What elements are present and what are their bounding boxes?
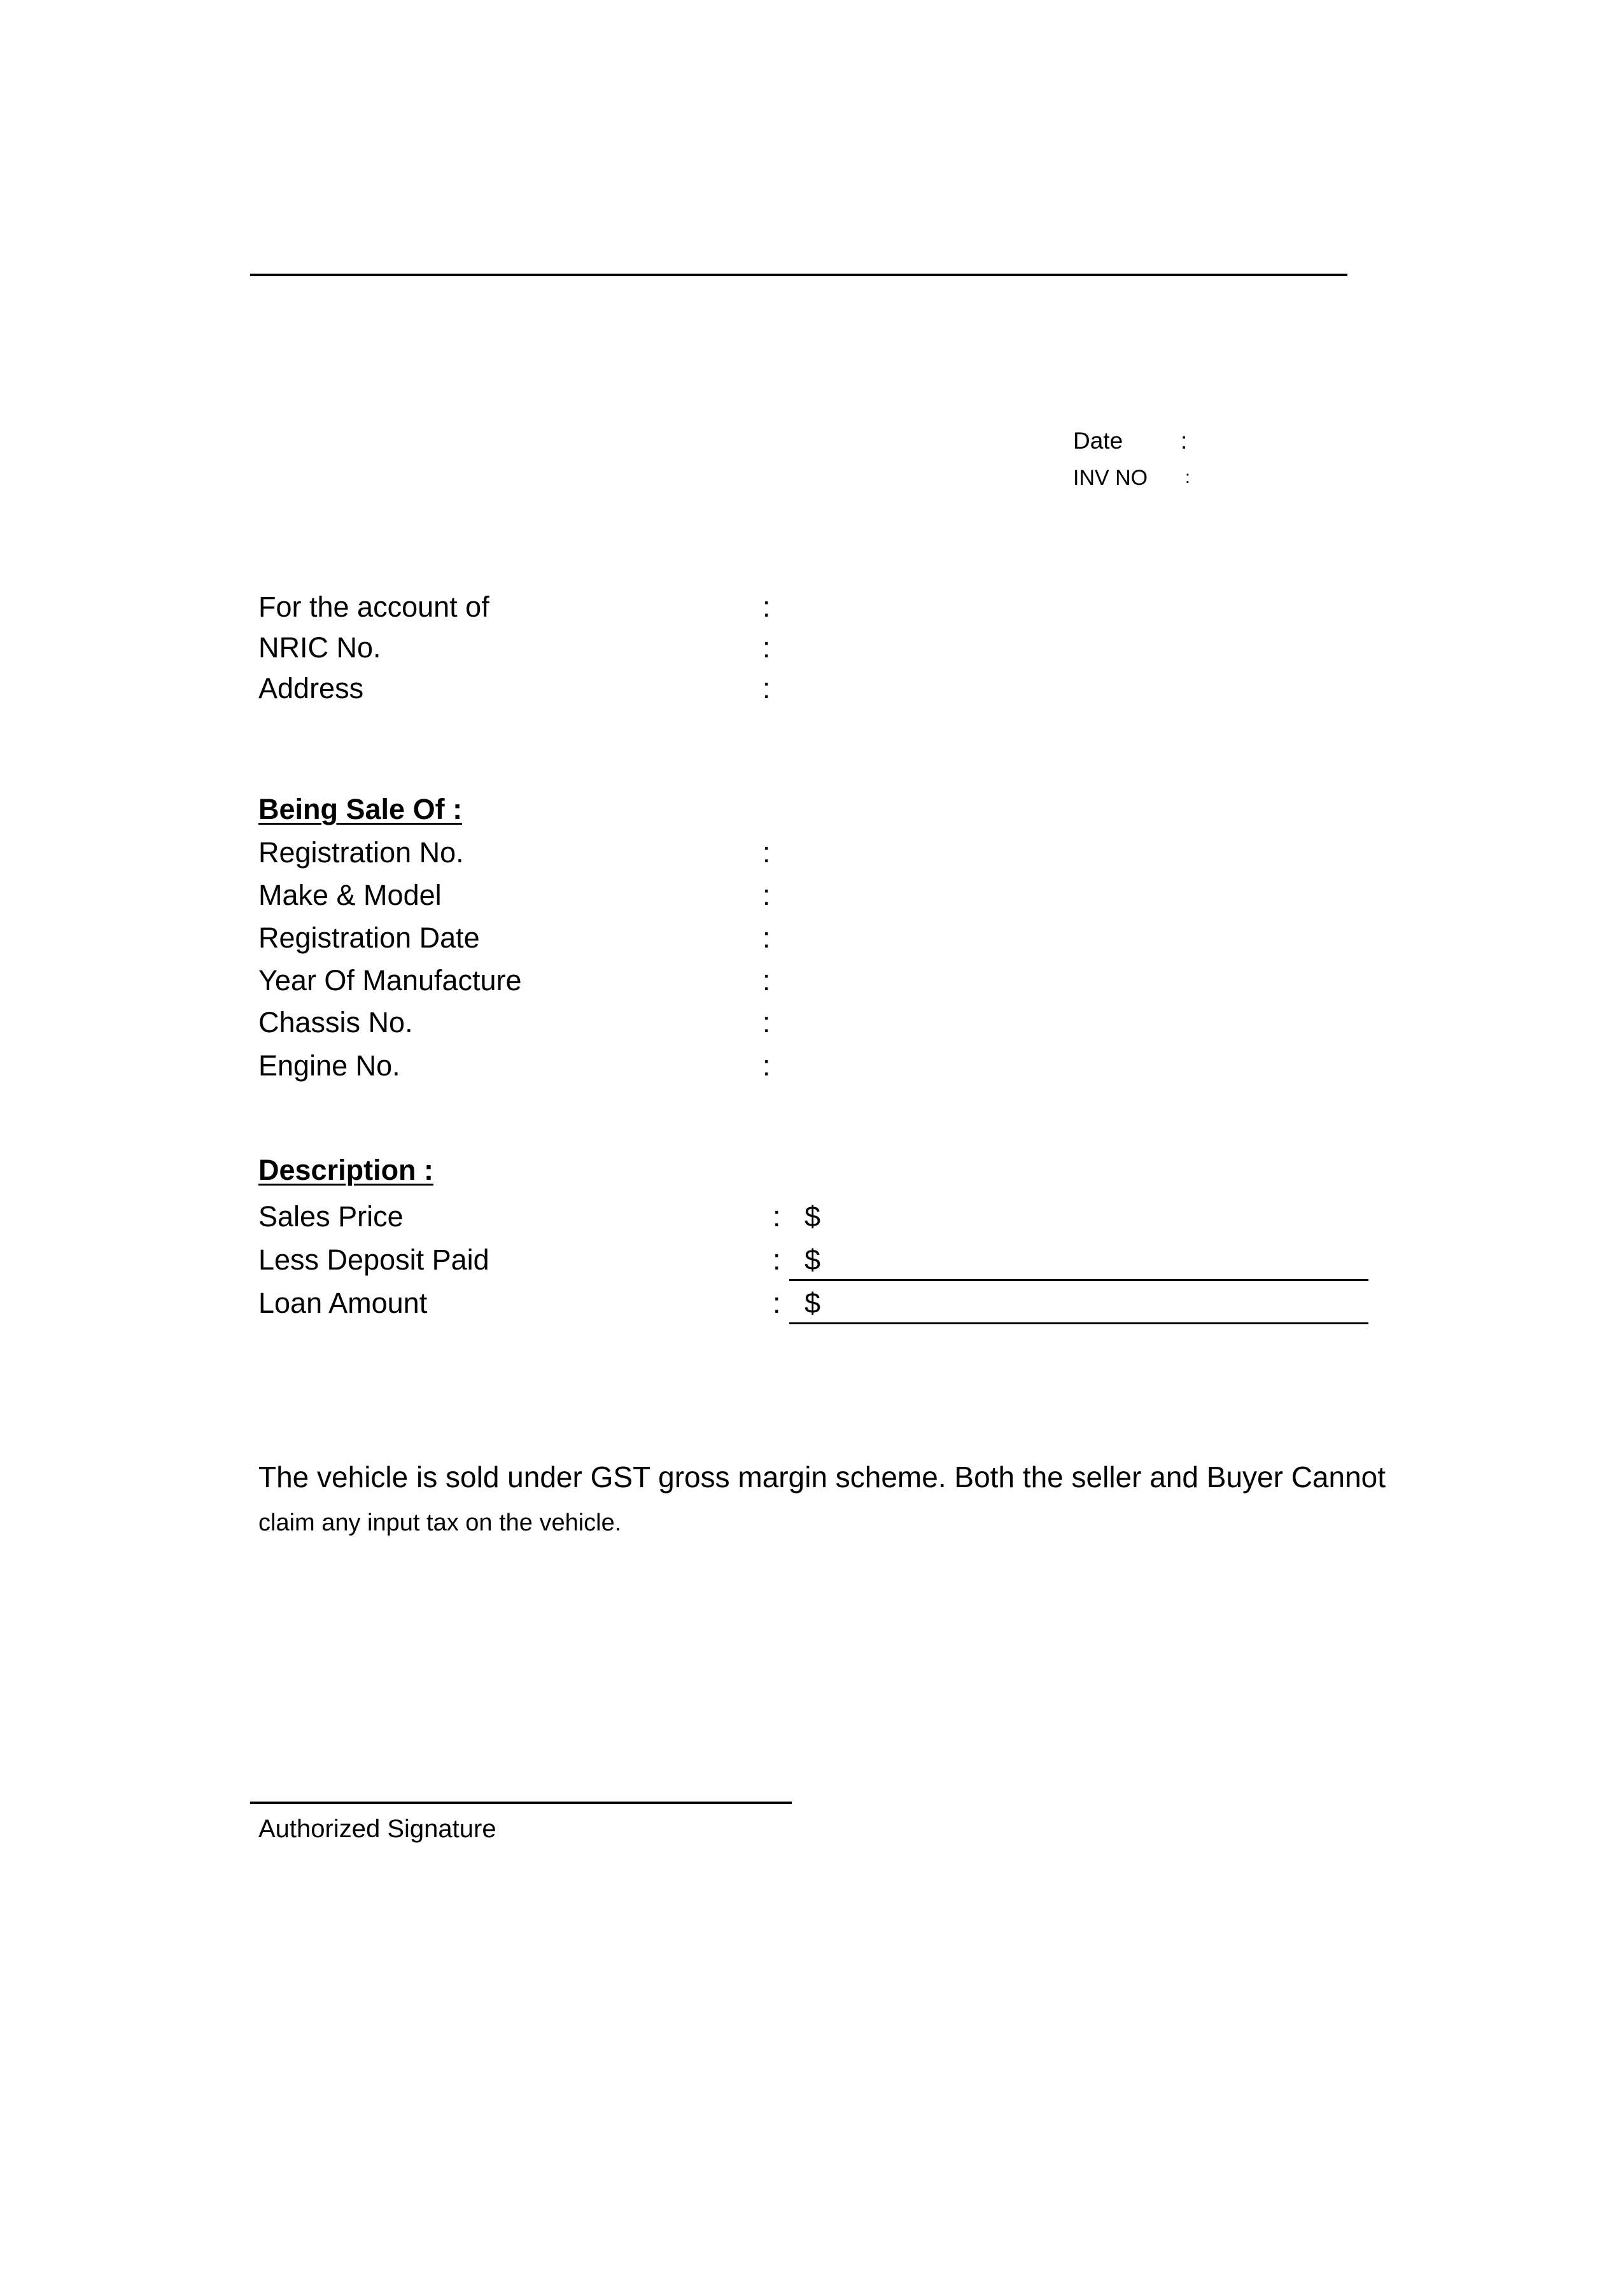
address-colon: : xyxy=(762,672,771,704)
loan-colon: : xyxy=(773,1287,781,1319)
signature-label: Authorized Signature xyxy=(258,1815,496,1843)
deposit-label: Less Deposit Paid xyxy=(258,1243,489,1276)
engine-colon: : xyxy=(762,1049,771,1082)
inv-no-label: INV NO xyxy=(1073,466,1148,490)
year-manufacture-label: Year Of Manufacture xyxy=(258,964,522,997)
deposit-amount-line xyxy=(789,1279,1368,1281)
registration-no-label: Registration No. xyxy=(258,836,464,869)
registration-date-colon: : xyxy=(762,921,771,954)
year-manufacture-colon: : xyxy=(762,964,771,997)
sale-heading: Being Sale Of : xyxy=(258,793,463,825)
make-model-colon: : xyxy=(762,879,771,911)
nric-colon: : xyxy=(762,631,771,664)
deposit-colon: : xyxy=(773,1243,781,1276)
gst-note-line2: claim any input tax on the vehicle. xyxy=(258,1509,622,1536)
date-colon: : xyxy=(1181,428,1188,454)
sales-price-label: Sales Price xyxy=(258,1200,404,1233)
loan-currency: $ xyxy=(804,1287,821,1319)
inv-no-colon: : xyxy=(1185,467,1190,487)
signature-line xyxy=(250,1802,792,1804)
chassis-label: Chassis No. xyxy=(258,1006,413,1039)
account-colon: : xyxy=(762,591,771,623)
gst-note-line1: The vehicle is sold under GST gross margin scheme. Both the seller and Buyer Cannot xyxy=(258,1460,1386,1494)
sales-price-colon: : xyxy=(773,1200,781,1233)
sales-price-currency: $ xyxy=(804,1200,821,1233)
account-label: For the account of xyxy=(258,591,489,623)
description-heading: Description : xyxy=(258,1154,434,1186)
registration-date-label: Registration Date xyxy=(258,921,480,954)
deposit-currency: $ xyxy=(804,1243,821,1276)
loan-label: Loan Amount xyxy=(258,1287,428,1319)
address-label: Address xyxy=(258,672,364,704)
nric-label: NRIC No. xyxy=(258,631,381,664)
chassis-colon: : xyxy=(762,1006,771,1039)
engine-label: Engine No. xyxy=(258,1049,400,1082)
header-rule xyxy=(250,274,1347,276)
registration-no-colon: : xyxy=(762,836,771,869)
make-model-label: Make & Model xyxy=(258,879,442,911)
date-label: Date xyxy=(1073,428,1123,454)
loan-amount-line xyxy=(789,1322,1368,1324)
